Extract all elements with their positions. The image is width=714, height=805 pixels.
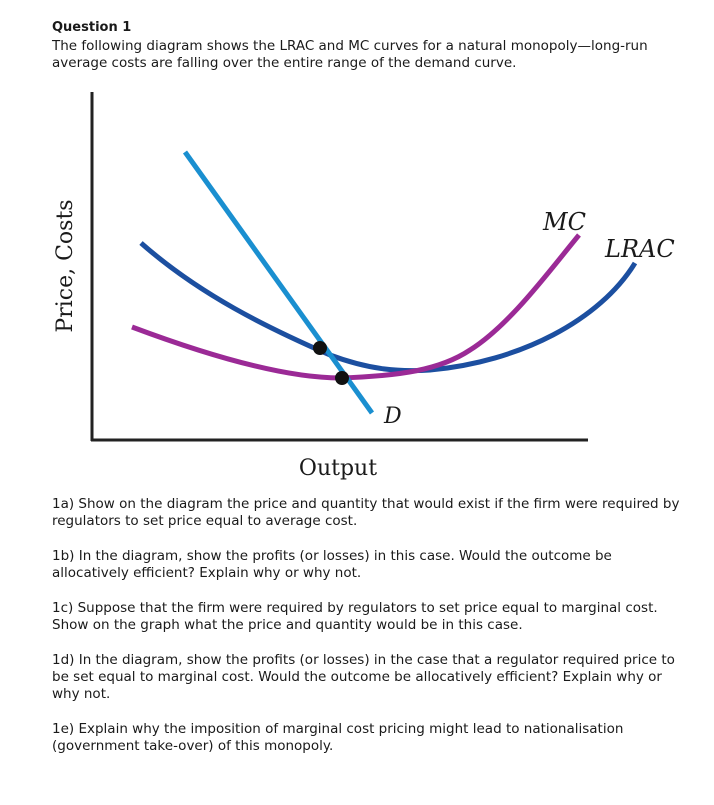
part-1c: 1c) Suppose that the firm were required by regulators to set price equal to marginal cost. Show on the graph what the price and quantity would be in this case. bbox=[52, 600, 658, 633]
lrac-label: LRAC bbox=[605, 235, 675, 263]
demand-mc-intersection bbox=[335, 371, 349, 385]
question-parts bbox=[52, 496, 692, 773]
mc-label: MC bbox=[543, 208, 586, 236]
question-intro: The following diagram shows the LRAC and MC curves for a natural monopoly—long-run average costs are falling over the entire range of the demand curve. bbox=[52, 38, 648, 71]
part-1e: 1e) Explain why the imposition of marginal cost pricing might lead to nationalisation (government take-over) of this monopoly. bbox=[52, 721, 624, 754]
part-1d: 1d) In the diagram, show the profits (or losses) in the case that a regulator required price to be set equal to marginal cost. Would the outcome be allocatively efficient? Explain why or why not. bbox=[52, 652, 675, 702]
y-axis-label: Price, Costs bbox=[53, 199, 78, 333]
demand-label: D bbox=[384, 404, 402, 429]
demand-lrac-intersection bbox=[313, 341, 327, 355]
x-axis-label: Output bbox=[298, 456, 378, 480]
part-1b: 1b) In the diagram, show the profits (or losses) in this case. Would the outcome be allocatively efficient? Explain why or why not. bbox=[52, 548, 612, 581]
question-title: Question 1 bbox=[52, 20, 132, 35]
mc-curve bbox=[132, 235, 579, 378]
part-1a: 1a) Show on the diagram the price and quantity that would exist if the firm were required by regulators to set price equal to average cost. bbox=[52, 496, 680, 529]
monopoly-diagram bbox=[0, 80, 714, 480]
lrac-curve bbox=[141, 243, 635, 371]
